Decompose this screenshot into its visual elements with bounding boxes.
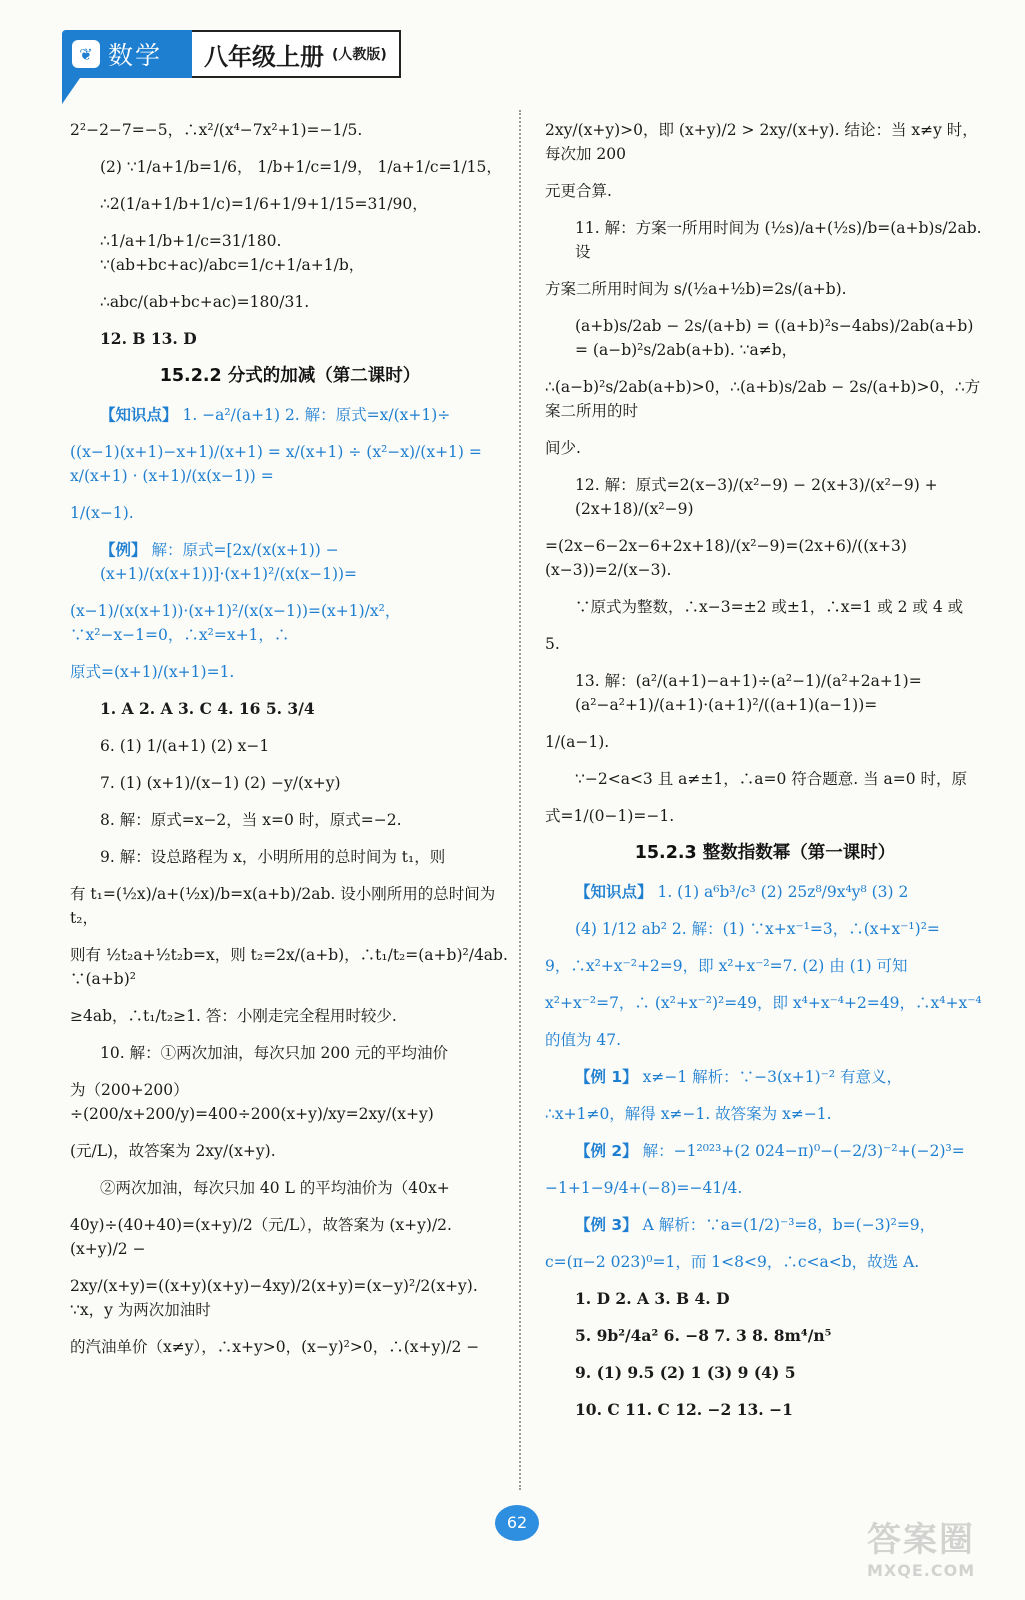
column-divider bbox=[519, 110, 521, 1490]
answer-line: ∴2(1/a+1/b+1/c)=1/6+1/9+1/15=31/90， bbox=[100, 195, 428, 213]
answer-line: 1/(x−1). bbox=[70, 504, 134, 522]
grade-box bbox=[192, 30, 401, 78]
answer-line: ∴abc/(ab+bc+ac)=180/31. bbox=[100, 293, 310, 311]
answer-line: x²+x⁻²=7，∴ (x²+x⁻²)²=49，即 x⁴+x⁻⁴+2=49，∴x⁴+x⁻⁴ bbox=[545, 994, 982, 1012]
answer-line: c=(π−2 023)⁰=1，而 1<8<9，∴c<a<b，故选 A. bbox=[545, 1253, 920, 1271]
example-2 bbox=[545, 1139, 985, 1163]
knowledge-tag: 【知识点】 bbox=[100, 406, 178, 424]
left-column bbox=[70, 118, 510, 1372]
answer-line: 2xy/(x+y)=((x+y)(x+y)−4xy)/2(x+y)=(x−y)²/2(x+y). ∵x，y 为两次加油时 bbox=[70, 1277, 478, 1319]
example-3 bbox=[545, 1213, 985, 1237]
answer-line: 12. 解：原式=2(x−3)/(x²−9) − 2(x+3)/(x²−9) + (2x+18)/(x²−9) bbox=[575, 476, 938, 518]
right-column bbox=[545, 118, 985, 1435]
answer-line: 5. bbox=[545, 635, 560, 653]
answer-line: 10. C 11. C 12. −2 13. −1 bbox=[575, 1400, 793, 1419]
answer-line: =(2x−6−2x−6+2x+18)/(x²−9)=(2x+6)/((x+3)(x−3))=2/(x−3). bbox=[545, 537, 907, 579]
answer-line: 12. B 13. D bbox=[100, 329, 197, 348]
page-number: 62 bbox=[495, 1505, 539, 1541]
answer-line: (元/L)，故答案为 2xy/(x+y). bbox=[70, 1142, 276, 1160]
answer-line: 6. (1) 1/(a+1) (2) x−1 bbox=[100, 737, 270, 755]
answer-line: ∴(a−b)²s/2ab(a+b)>0，∴(a+b)s/2ab − 2s/(a+b)>0，∴方案二所用的时 bbox=[545, 378, 981, 420]
watermark-logo bbox=[867, 1512, 1007, 1592]
answer-line: 9. 解：设总路程为 x，小明所用的总时间为 t₁，则 bbox=[100, 848, 446, 866]
section-title: 15.2.3 整数指数幂（第一课时） bbox=[634, 843, 896, 863]
example bbox=[70, 538, 510, 586]
answer-line: 的汽油单价（x≠y），∴x+y>0，(x−y)²>0，∴(x+y)/2 − bbox=[70, 1338, 480, 1356]
answer-line: 1. D 2. A 3. B 4. D bbox=[575, 1289, 730, 1308]
answer-line: 8. 解：原式=x−2，当 x=0 时，原式=−2. bbox=[100, 811, 402, 829]
example-text: A 解析：∵a=(1/2)⁻³=8，b=(−3)²=9， bbox=[642, 1216, 936, 1234]
answer-line: 1. A 2. A 3. C 4. 16 5. 3/4 bbox=[100, 699, 315, 718]
answer-line: 40y)÷(40+40)=(x+y)/2（元/L），故答案为 (x+y)/2. (x+y)/2 − bbox=[70, 1216, 452, 1258]
answer-line: 10. 解：①两次加油，每次只加 200 元的平均油价 bbox=[100, 1044, 449, 1062]
answer-line: 为（200+200）÷(200/x+200/y)=400÷200(x+y)/xy=2xy/(x+y) bbox=[70, 1081, 434, 1123]
answer-line: 间少. bbox=[545, 439, 581, 457]
example-text: 解：原式=[2x/(x(x+1)) − (x+1)/(x(x+1))]·(x+1)²/(x(x−1))= bbox=[100, 541, 358, 583]
answer-line: (2) ∵1/a+1/b=1/6， 1/b+1/c=1/9， 1/a+1/c=1/15， bbox=[100, 158, 502, 176]
example-text: x≠−1 解析：∵−3(x+1)⁻² 有意义， bbox=[642, 1068, 902, 1086]
answer-line: 9，∴x²+x⁻²+2=9，即 x²+x⁻²=7. (2) 由 (1) 可知 bbox=[545, 957, 908, 975]
answer-line: ②两次加油，每次只加 40 L 的平均油价为（40x+ bbox=[100, 1179, 450, 1197]
answer-line: (x−1)/(x(x+1))·(x+1)²/(x(x−1))=(x+1)/x²，∵x²−x−1=0，∴x²=x+1，∴ bbox=[70, 602, 401, 644]
answer-line: 1/(a−1). bbox=[545, 733, 610, 751]
subject-title: 数学 bbox=[108, 41, 163, 70]
answer-line: 5. 9b²/4a² 6. −8 7. 3 8. 8m⁴/n⁵ bbox=[575, 1326, 832, 1345]
page-header bbox=[62, 30, 401, 78]
knowledge-text: 1. (1) a⁶b³/c³ (2) 25z⁸/9x⁴y⁸ (3) 2 bbox=[657, 883, 909, 901]
section-title: 15.2.2 分式的加减（第二课时） bbox=[159, 366, 421, 386]
book-logo-icon: ❦ bbox=[72, 40, 100, 68]
answer-line: 元更合算. bbox=[545, 182, 612, 200]
subject-banner bbox=[62, 30, 192, 78]
answer-line: 13. 解：(a²/(a+1)−a+1)÷(a²−1)/(a²+2a+1)=(a²−a²+1)/(a+1)·(a+1)²/((a+1)(a−1))= bbox=[575, 672, 922, 714]
answer-line: −1+1−9/4+(−8)=−41/4. bbox=[545, 1179, 743, 1197]
answer-line: ∵原式为整数，∴x−3=±2 或±1，∴x=1 或 2 或 4 或 bbox=[575, 598, 964, 616]
answer-line: 的值为 47. bbox=[545, 1031, 622, 1049]
example-1 bbox=[545, 1065, 985, 1089]
watermark-text: 答案圈 bbox=[867, 1520, 975, 1560]
knowledge-text: 1. −a²/(a+1) 2. 解：原式=x/(x+1)÷ bbox=[182, 406, 451, 424]
answer-line: ≥4ab，∴t₁/t₂≥1. 答：小刚走完全程用时较少. bbox=[70, 1007, 397, 1025]
answer-line: (a+b)s/2ab − 2s/(a+b) = ((a+b)²s−4abs)/2ab(a+b) = (a−b)²s/2ab(a+b). ∵a≠b， bbox=[575, 317, 974, 359]
example-tag: 【例】 bbox=[100, 541, 147, 559]
answer-line: 11. 解：方案一所用时间为 (½s)/a+(½s)/b=(a+b)s/2ab. 设 bbox=[575, 219, 982, 261]
answer-line: ∵−2<a<3 且 a≠±1，∴a=0 符合题意. 当 a=0 时，原 bbox=[575, 770, 968, 788]
answer-line: ((x−1)(x+1)−x+1)/(x+1) = x/(x+1) ÷ (x²−x)/(x+1) = x/(x+1) · (x+1)/(x(x−1)) = bbox=[70, 443, 482, 485]
answer-line: ∴1/a+1/b+1/c=31/180. ∵(ab+bc+ac)/abc=1/c+1/a+1/b， bbox=[100, 232, 365, 274]
answer-line: 9. (1) 9.5 (2) 1 (3) 9 (4) 5 bbox=[575, 1363, 796, 1382]
knowledge-point bbox=[70, 403, 510, 427]
knowledge-tag: 【知识点】 bbox=[575, 883, 653, 901]
example-tag: 【例 2】 bbox=[575, 1142, 638, 1160]
edition-label: (人教版) bbox=[332, 47, 387, 63]
example-tag: 【例 3】 bbox=[575, 1216, 638, 1234]
answer-line: 2xy/(x+y)>0，即 (x+y)/2 > 2xy/(x+y). 结论：当 x≠y 时，每次加 200 bbox=[545, 121, 978, 163]
answer-line: 式=1/(0−1)=−1. bbox=[545, 807, 675, 825]
example-tag: 【例 1】 bbox=[575, 1068, 638, 1086]
knowledge-point bbox=[545, 880, 985, 904]
answer-line: 7. (1) (x+1)/(x−1) (2) −y/(x+y) bbox=[100, 774, 341, 792]
answer-line: 方案二所用时间为 s/(½a+½b)=2s/(a+b). bbox=[545, 280, 847, 298]
grade-title: 八年级上册 bbox=[204, 42, 324, 71]
answer-line: ∴x+1≠0，解得 x≠−1. 故答案为 x≠−1. bbox=[545, 1105, 832, 1123]
watermark-url: MXQE.COM bbox=[867, 1561, 976, 1580]
answer-line: 原式=(x+1)/(x+1)=1. bbox=[70, 663, 235, 681]
answer-line: 2²−2−7=−5，∴x²/(x⁴−7x²+1)=−1/5. bbox=[70, 121, 363, 139]
answer-line: (4) 1/12 ab² 2. 解：(1) ∵x+x⁻¹=3，∴(x+x⁻¹)²= bbox=[575, 920, 940, 938]
answer-line: 则有 ½t₂a+½t₂b=x，则 t₂=2x/(a+b)，∴t₁/t₂=(a+b)²/4ab. ∵(a+b)² bbox=[70, 946, 508, 988]
example-text: 解：−1²⁰²³+(2 024−π)⁰−(−2/3)⁻²+(−2)³= bbox=[642, 1142, 965, 1160]
answer-line: 有 t₁=(½x)/a+(½x)/b=x(a+b)/2ab. 设小刚所用的总时间为 t₂， bbox=[70, 885, 496, 927]
